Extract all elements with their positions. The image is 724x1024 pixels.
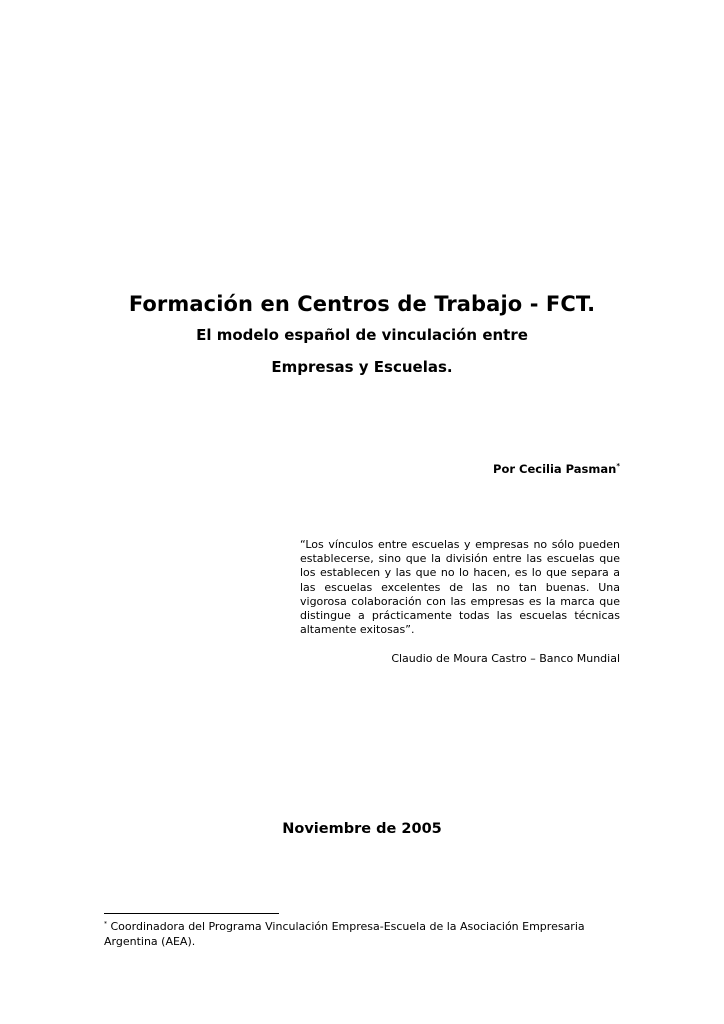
document-date: Noviembre de 2005	[282, 821, 442, 837]
document-title: Formación en Centros de Trabajo - FCT.	[128, 292, 596, 316]
document-subtitle-line1: El modelo español de vinculación entre	[196, 326, 528, 344]
footnote-mark: *	[104, 920, 107, 928]
author-name: Por Cecilia Pasman	[493, 462, 617, 476]
footnote-text: Coordinadora del Programa Vinculación Empresa-Escuela de la Asociación Empresaria Argentina (AEA).	[104, 920, 585, 948]
footnote-separator	[104, 913, 279, 914]
author-line	[493, 462, 620, 476]
footnote	[104, 919, 624, 949]
epigraph-quote: “Los vínculos entre escuelas y empresas no sólo pueden establecerse, sino que la división entre las escuelas que los establecen y las que no lo hacen, es lo que separa a las escuelas excelentes de las no tan buenas. Una vigorosa colaboración con las empresas es la marca que distingue a prácticamente todas las escuelas técnicas altamente exitosas”.	[300, 538, 620, 637]
epigraph-source: Claudio de Moura Castro – Banco Mundial	[391, 652, 620, 665]
author-footnote-mark: *	[616, 462, 620, 471]
document-subtitle-line2: Empresas y Escuelas.	[271, 358, 453, 376]
